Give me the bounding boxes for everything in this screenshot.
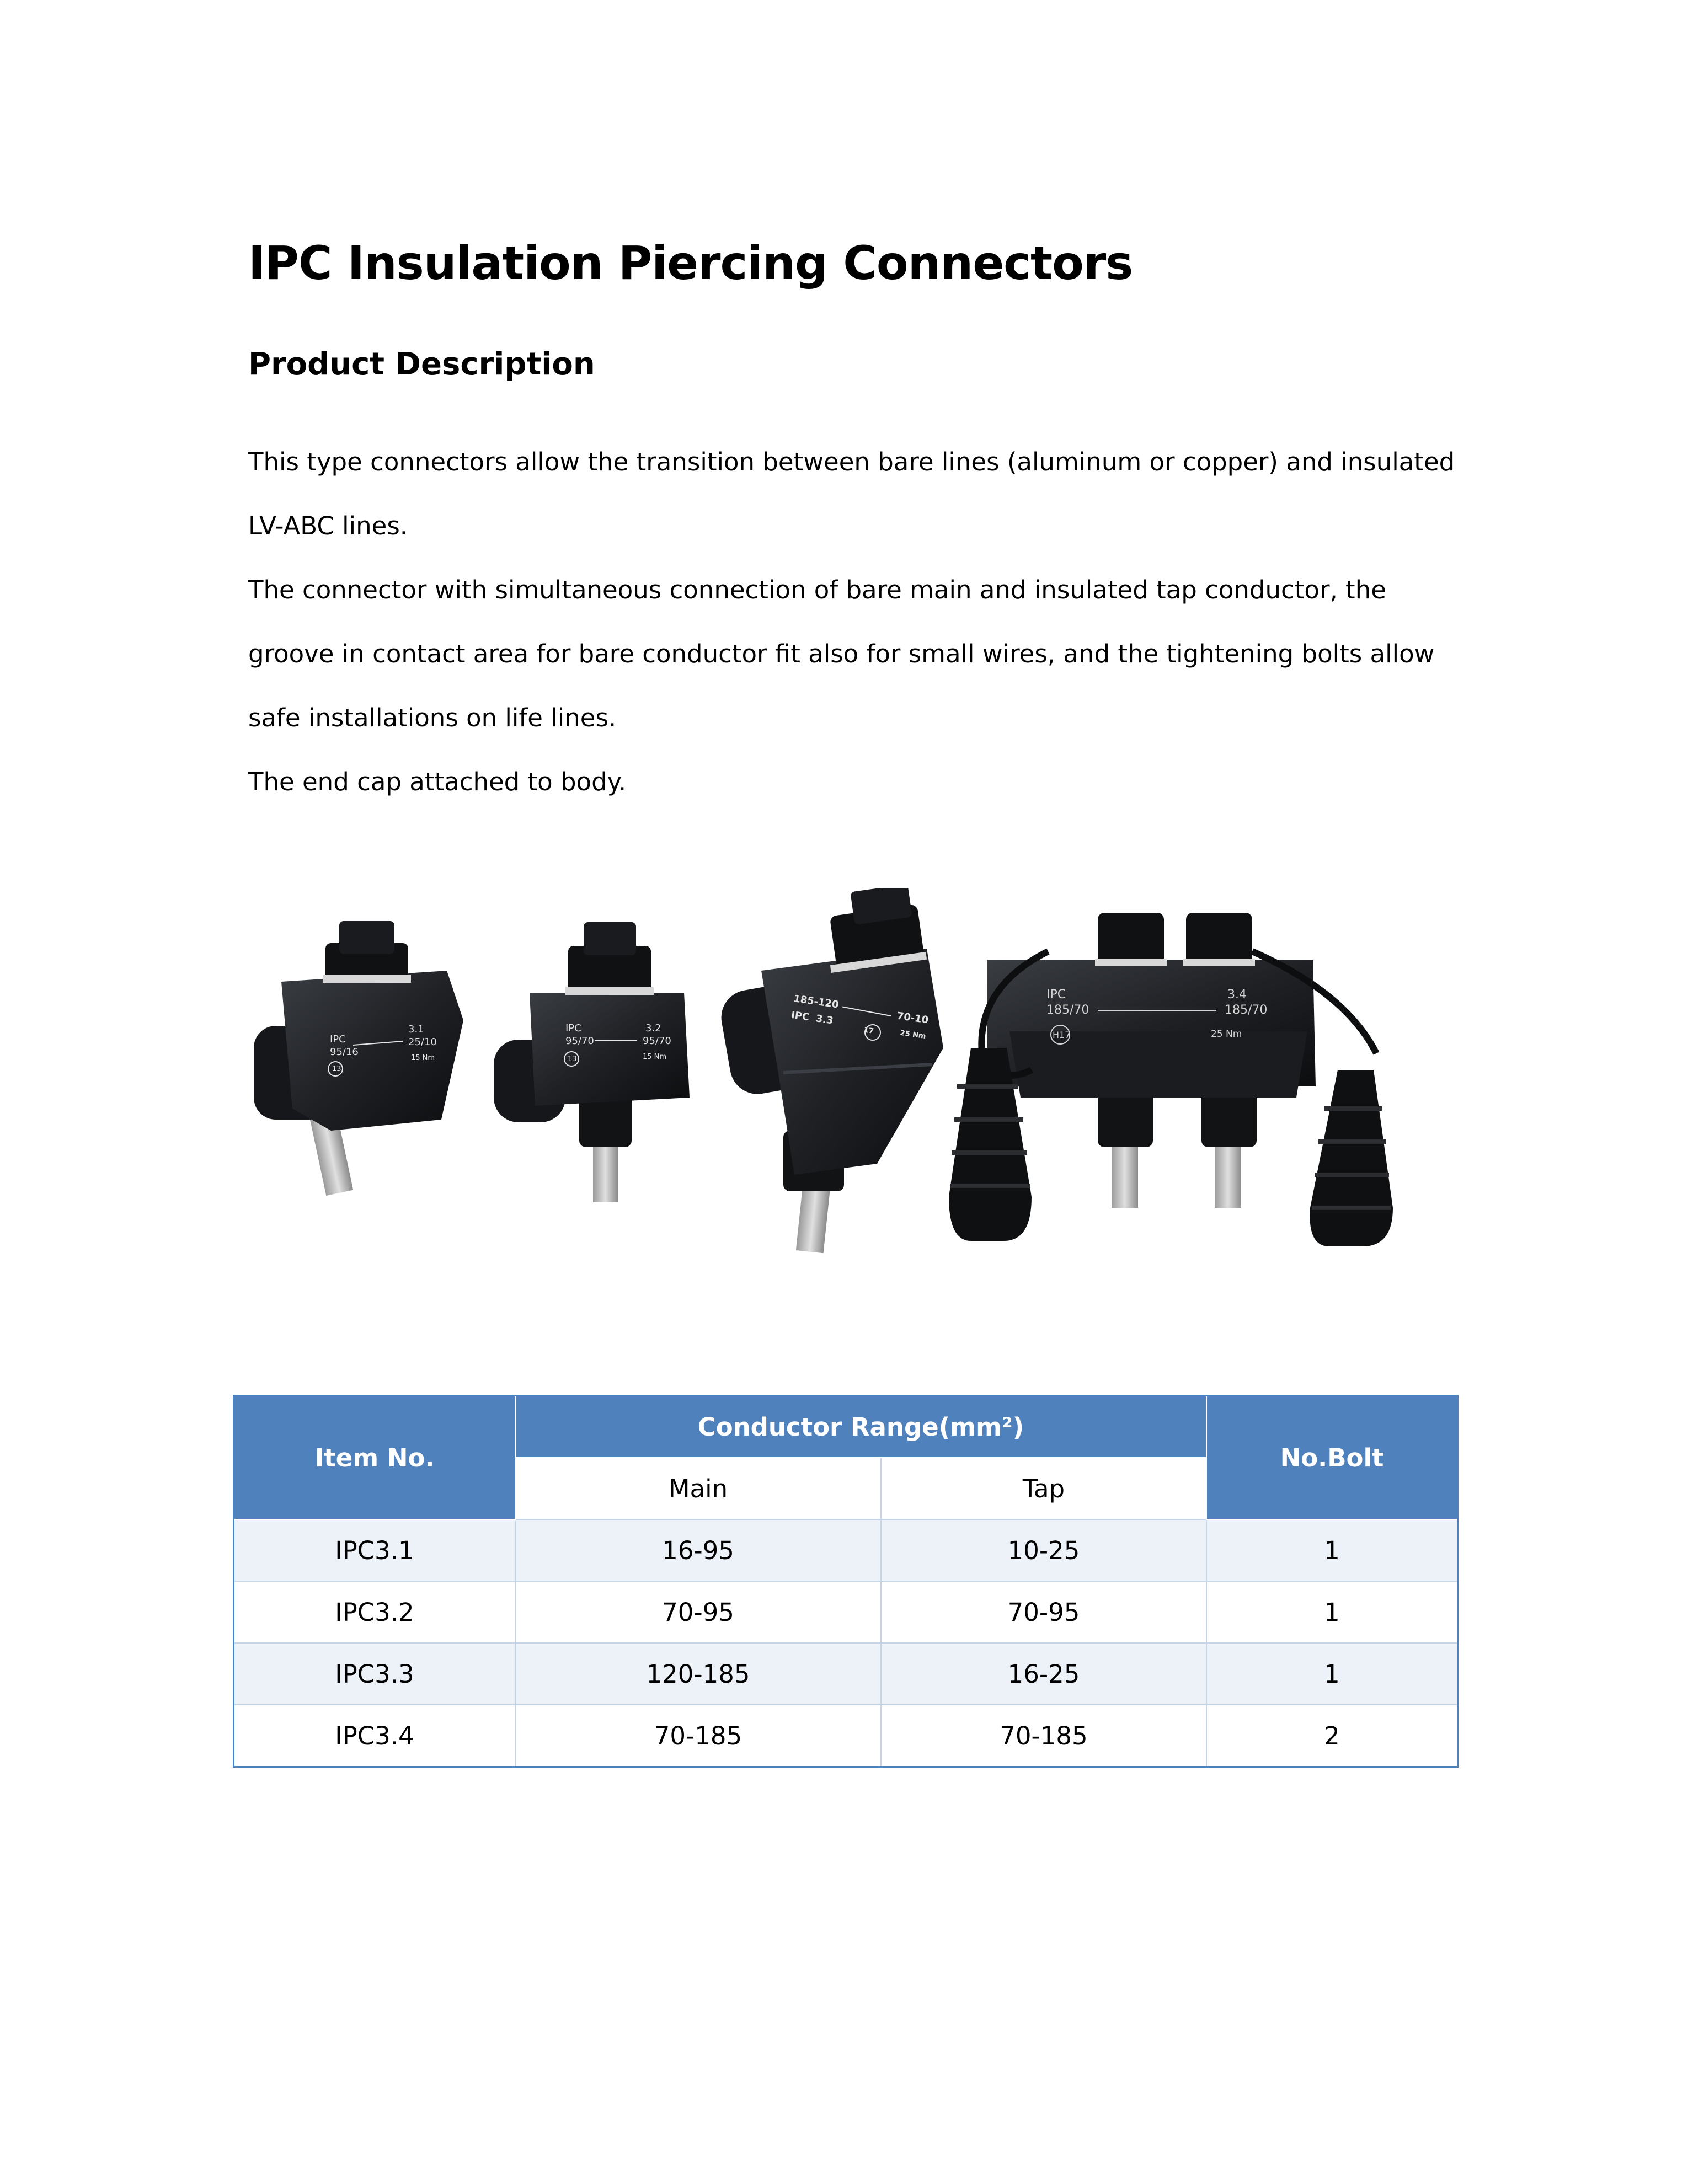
connector-torque: 25 Nm: [1211, 1029, 1242, 1040]
connector-model: 3.1: [408, 1024, 424, 1035]
connector-ipc-3-2: [494, 922, 690, 1202]
header-conductor-range: Conductor Range(mm²): [515, 1396, 1206, 1458]
connector-tap-range: 95/70: [643, 1035, 671, 1047]
paragraph: The end cap attached to body.: [248, 767, 627, 796]
connector-model: 3.3: [815, 1013, 834, 1027]
connector-code: 17: [863, 1026, 874, 1036]
connector-tap-range: 25/10: [408, 1036, 437, 1048]
connector-main-range: 95/16: [330, 1046, 359, 1058]
cell-tap: 70-95: [881, 1581, 1206, 1643]
cell-bolt: 1: [1206, 1519, 1457, 1581]
connector-body: [530, 993, 690, 1106]
product-description: [248, 430, 1462, 814]
cell-bolt: 2: [1206, 1705, 1457, 1767]
cell-main: 70-95: [515, 1581, 881, 1643]
cell-tap: 10-25: [881, 1519, 1206, 1581]
product-photo: [248, 888, 1434, 1268]
cell-tap: 16-25: [881, 1643, 1206, 1705]
page-title: IPC Insulation Piercing Connectors: [248, 236, 1133, 290]
connector-main-range: 185-120: [793, 993, 840, 1011]
connector-code: 13: [332, 1065, 341, 1073]
connector-torque: 15 Nm: [643, 1053, 667, 1061]
connector-main-range: 185/70: [1046, 1003, 1089, 1017]
connector-label: IPC: [330, 1034, 346, 1045]
connector-torque: 15 Nm: [411, 1054, 435, 1062]
cell-bolt: 1: [1206, 1643, 1457, 1705]
connector-code: 13: [568, 1055, 577, 1063]
shear-head-top: [584, 922, 636, 955]
cell-bolt: 1: [1206, 1581, 1457, 1643]
connector-body: [281, 971, 463, 1131]
washer: [565, 987, 654, 995]
connector-torque: 25 Nm: [899, 1029, 927, 1041]
connector-label: IPC: [790, 1009, 810, 1024]
connector-ipc-3-1: [254, 921, 463, 1196]
shear-head: [1186, 913, 1252, 965]
paragraph: This type connectors allow the transition between bare lines (aluminum or copper) and insulated LV-ABC lines.: [248, 447, 1455, 540]
washer: [323, 975, 411, 983]
shear-head: [1098, 913, 1164, 965]
table-row: [234, 1581, 1457, 1643]
section-heading: Product Description: [248, 346, 595, 382]
table-row: [234, 1519, 1457, 1581]
connector-code: H17: [1053, 1030, 1071, 1040]
cell-item: IPC3.2: [234, 1581, 515, 1643]
connector-model: 3.4: [1227, 988, 1247, 1002]
specification-table: [233, 1395, 1458, 1767]
table-row: [234, 1705, 1457, 1767]
table-row: [234, 1643, 1457, 1705]
header-main: Main: [515, 1458, 881, 1519]
washer: [1095, 959, 1167, 966]
connectors-illustration: [248, 888, 1434, 1268]
shear-head-top: [339, 921, 394, 954]
cell-main: 120-185: [515, 1643, 881, 1705]
cell-item: IPC3.4: [234, 1705, 515, 1767]
connector-label: IPC: [1046, 988, 1066, 1002]
header-item-no: Item No.: [234, 1396, 515, 1519]
end-cap: [1310, 1070, 1393, 1246]
paragraph: The connector with simultaneous connection of bare main and insulated tap conductor, the groove in contact area for bare conductor fit also for small wires, and the tightening bolts allow safe installations on life lines.: [248, 575, 1435, 732]
connector-ipc-3-3: [717, 888, 943, 1253]
connector-label: IPC: [565, 1023, 581, 1034]
cell-item: IPC3.3: [234, 1643, 515, 1705]
connector-ipc-3-4: [949, 913, 1393, 1246]
washer: [1183, 959, 1255, 966]
connector-main-range: 95/70: [565, 1035, 594, 1047]
connector-tap-range: 185/70: [1225, 1003, 1268, 1017]
cell-main: 70-185: [515, 1705, 881, 1767]
connector-tap-range: 70-10: [896, 1010, 930, 1026]
header-tap: Tap: [881, 1458, 1206, 1519]
table-header-row: [234, 1396, 1457, 1458]
cell-tap: 70-185: [881, 1705, 1206, 1767]
connector-model: 3.2: [645, 1023, 661, 1034]
cell-item: IPC3.1: [234, 1519, 515, 1581]
header-no-bolt: No.Bolt: [1206, 1396, 1457, 1519]
cell-main: 16-95: [515, 1519, 881, 1581]
